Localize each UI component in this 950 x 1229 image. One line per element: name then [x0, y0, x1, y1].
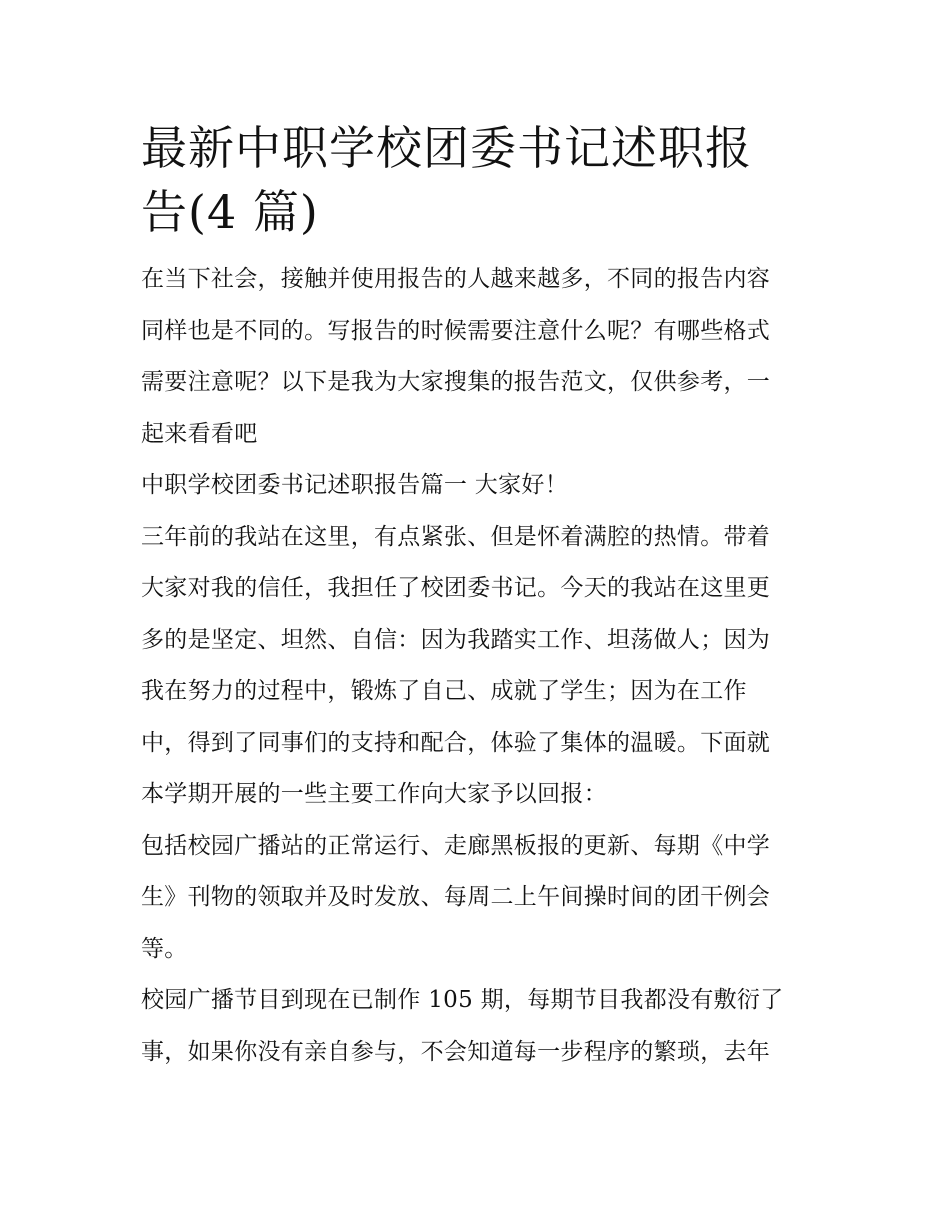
document-title: 最新中职学校团委书记述职报 告(4 篇)	[141, 121, 752, 239]
paragraph-three-years: 三年前的我站在这里，有点紧张、但是怀着满腔的热情。带着 大家对我的信任，我担任了校团委书记。今天的我站在这里更 多的是坚定、坦然、自信：因为我踏实工作、坦荡做人；因为 我在努力的过程中，锻炼了自己、成就了学生；因为在工作 中，得到了同事们的支持和配合，体验了集体的温暖。下面就 本学期开展的一些主要工作向大家予以回报：	[141, 523, 771, 807]
paragraph-duties: 包括校园广播站的正常运行、走廊黑板报的更新、每期《中学 生》刊物的领取并及时发放、每周二上午间操时间的团干例会 等。	[141, 832, 771, 962]
paragraph-section-heading: 中职学校团委书记述职报告篇一 大家好！	[141, 472, 569, 498]
paragraph-intro: 在当下社会，接触并使用报告的人越来越多，不同的报告内容 同样也是不同的。写报告的时候需要注意什么呢？有哪些格式 需要注意呢？以下是我为大家搜集的报告范文，仅供参考，一 起来看看吧	[141, 266, 771, 447]
document-body	[141, 254, 813, 1078]
document-page	[141, 116, 813, 1078]
paragraph-broadcast: 校园广播节目到现在已制作 105 期，每期节目我都没有敷衍了 事，如果你没有亲自参与，不会知道每一步程序的繁琐，去年	[141, 987, 784, 1065]
